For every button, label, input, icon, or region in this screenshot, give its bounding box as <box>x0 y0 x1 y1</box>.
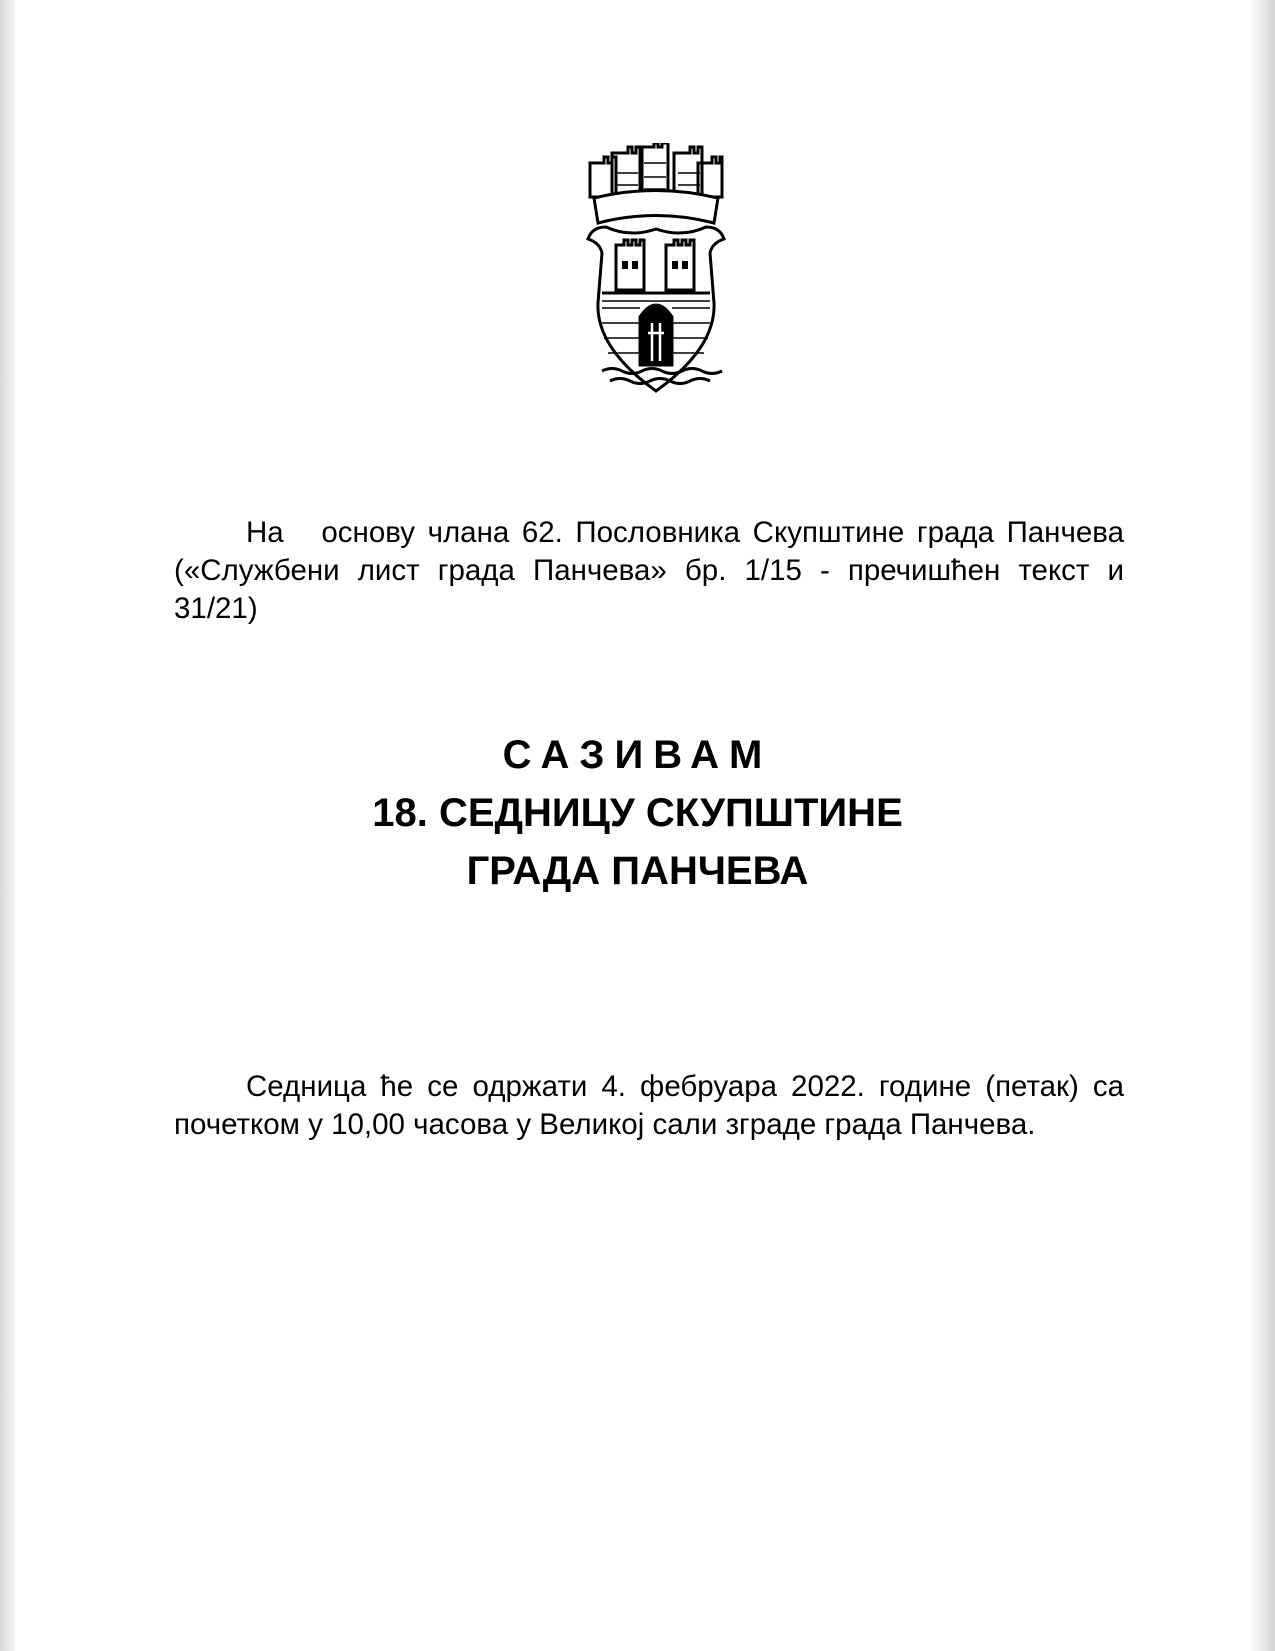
legal-basis-paragraph <box>174 514 1124 628</box>
convocation-title <box>0 726 1275 900</box>
session-info-paragraph <box>174 1068 1124 1144</box>
legal-basis-text: основу члана 62. Пословника Скупштине града Панчева («Службени лист града Панчева» бр. 1/15 - пречишћен текст и 31/21) <box>174 516 1124 625</box>
session-info-text: Седница ће се одржати 4. фебруара 2022. године (петак) са почетком у 10,00 часова у Великој сали зграде града Панчева. <box>174 1070 1124 1141</box>
title-line-convene: САЗИВАМ <box>502 733 773 777</box>
city-coat-of-arms-icon <box>582 143 730 393</box>
title-line-session: 18. СЕДНИЦУ СКУПШТИНЕ <box>372 791 903 835</box>
title-line-city: ГРАДА ПАНЧЕВА <box>466 849 809 893</box>
intro-first-word: На <box>246 516 284 549</box>
